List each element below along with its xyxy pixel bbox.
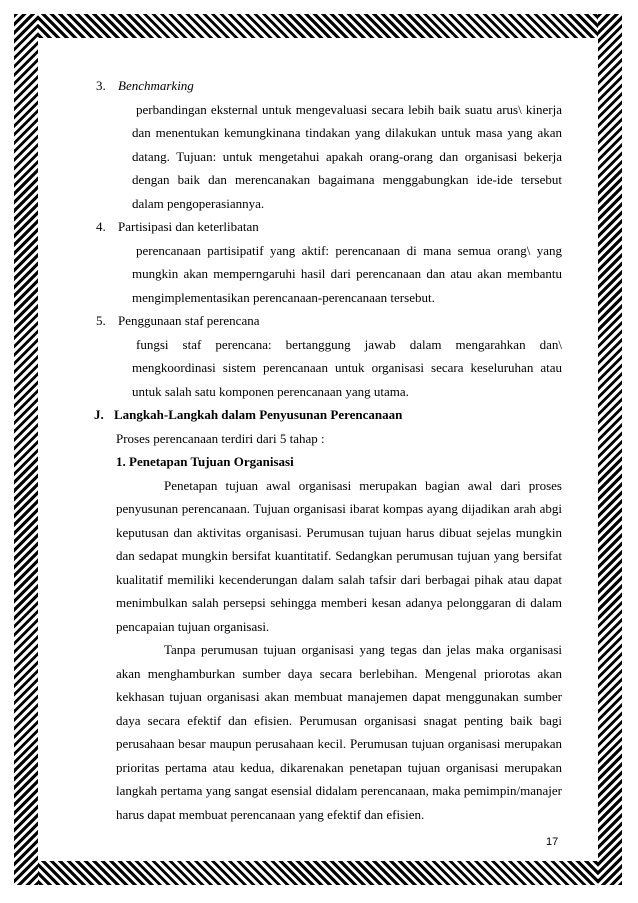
paragraph: Tanpa perumusan tujuan organisasi yang tegas dan jelas maka organisasi akan menghamburkan sumber daya secara berlebihan. Mengenal priorotas akan kekhasan tujuan organisasi akan membuat manajemen dapat menggunakan sumber daya secara efektif dan efisien. Perumusan organisasi snagat penting baik bagi perusahaan besar maupun perusahaan kecil. Perumusan tujuan organisasi merupakan prioritas pertama atau kedua, dikarenakan penetapan tujuan organisasi merupakan langkah pertama yang sangat esensial didalam perencanaan, maka pemimpin/manajer harus dapat membuat perencanaan yang efektif dan efisien.	[116, 642, 562, 822]
subheading: 1. Penetapan Tujuan Organisasi	[116, 454, 294, 469]
list-item-staf-perencana	[96, 309, 562, 403]
document-body	[96, 74, 562, 826]
section-title: Langkah-Langkah dalam Penyusunan Perencanaan	[114, 407, 403, 422]
list-item-body: perbandingan eksternal untuk mengevaluasi secara lebih baik suatu arus\ kinerja dan menentukan kemungkinana tindakan yang dilakukan untuk masa yang akan datang. Tujuan: untuk mengetahui apakah orang-orang dan organisasi bekerja dengan baik dan merencanakan bagaimana menggabungkan ide-ide tersebut dalam pengoperasiannya.	[132, 101, 562, 211]
section-intro: Proses perencanaan terdiri dari 5 tahap :	[116, 430, 325, 446]
list-item-number: 4.	[96, 219, 106, 234]
list-item-title: Partisipasi dan keterlibatan	[118, 219, 259, 234]
list-item-number: 3.	[96, 78, 106, 93]
list-item-benchmarking	[96, 74, 562, 215]
section-heading	[94, 403, 562, 427]
list-item-body: perencanaan partisipatif yang aktif: perencanaan di mana semua orang\ yang mungkin akan memperngaruhi hasil dari perencanaan dan atau akan membantu mengimplementasikan perencanaan-perencanaan tersebut.	[132, 242, 562, 305]
list-item-title: Benchmarking	[118, 78, 194, 93]
list-item-number: 5.	[96, 313, 106, 328]
section-letter: J.	[94, 407, 104, 422]
page-border-left	[14, 14, 38, 885]
paragraph: Penetapan tujuan awal organisasi merupakan bagian awal dari proses penyusunan perencanaan. Tujuan organisasi ibarat kompas ayang dijadikan arah abgi keputusan dan aktivitas organisasi. Perumusan tujuan harus dibuat sejelas mungkin dan sedapat mungkin bersifat kuantitatif. Sedangkan perumusan tujuan yang bersifat kualitatif memiliki kecenderungan dalam salah tafsir dari berbagai pihak atau dapat menimbulkan salah persepsi sehingga memberi kesan adanya pelonggaran di dalam pencapaian tujuan organisasi.	[116, 477, 562, 634]
page-border-top	[14, 14, 622, 38]
section-content	[96, 427, 562, 827]
page-border-right	[598, 14, 622, 885]
list-item-partisipasi	[96, 215, 562, 309]
page-border-bottom	[14, 861, 622, 885]
list-item-title: Penggunaan staf perencana	[118, 313, 260, 328]
list-item-body: fungsi staf perencana: bertanggung jawab dalam mengarahkan dan\ mengkoordinasi sistem perencanaan untuk organisasi secara keseluruhan atau untuk salah satu komponen perencanaan yang utama.	[132, 336, 562, 399]
page-number: 17	[546, 836, 559, 848]
